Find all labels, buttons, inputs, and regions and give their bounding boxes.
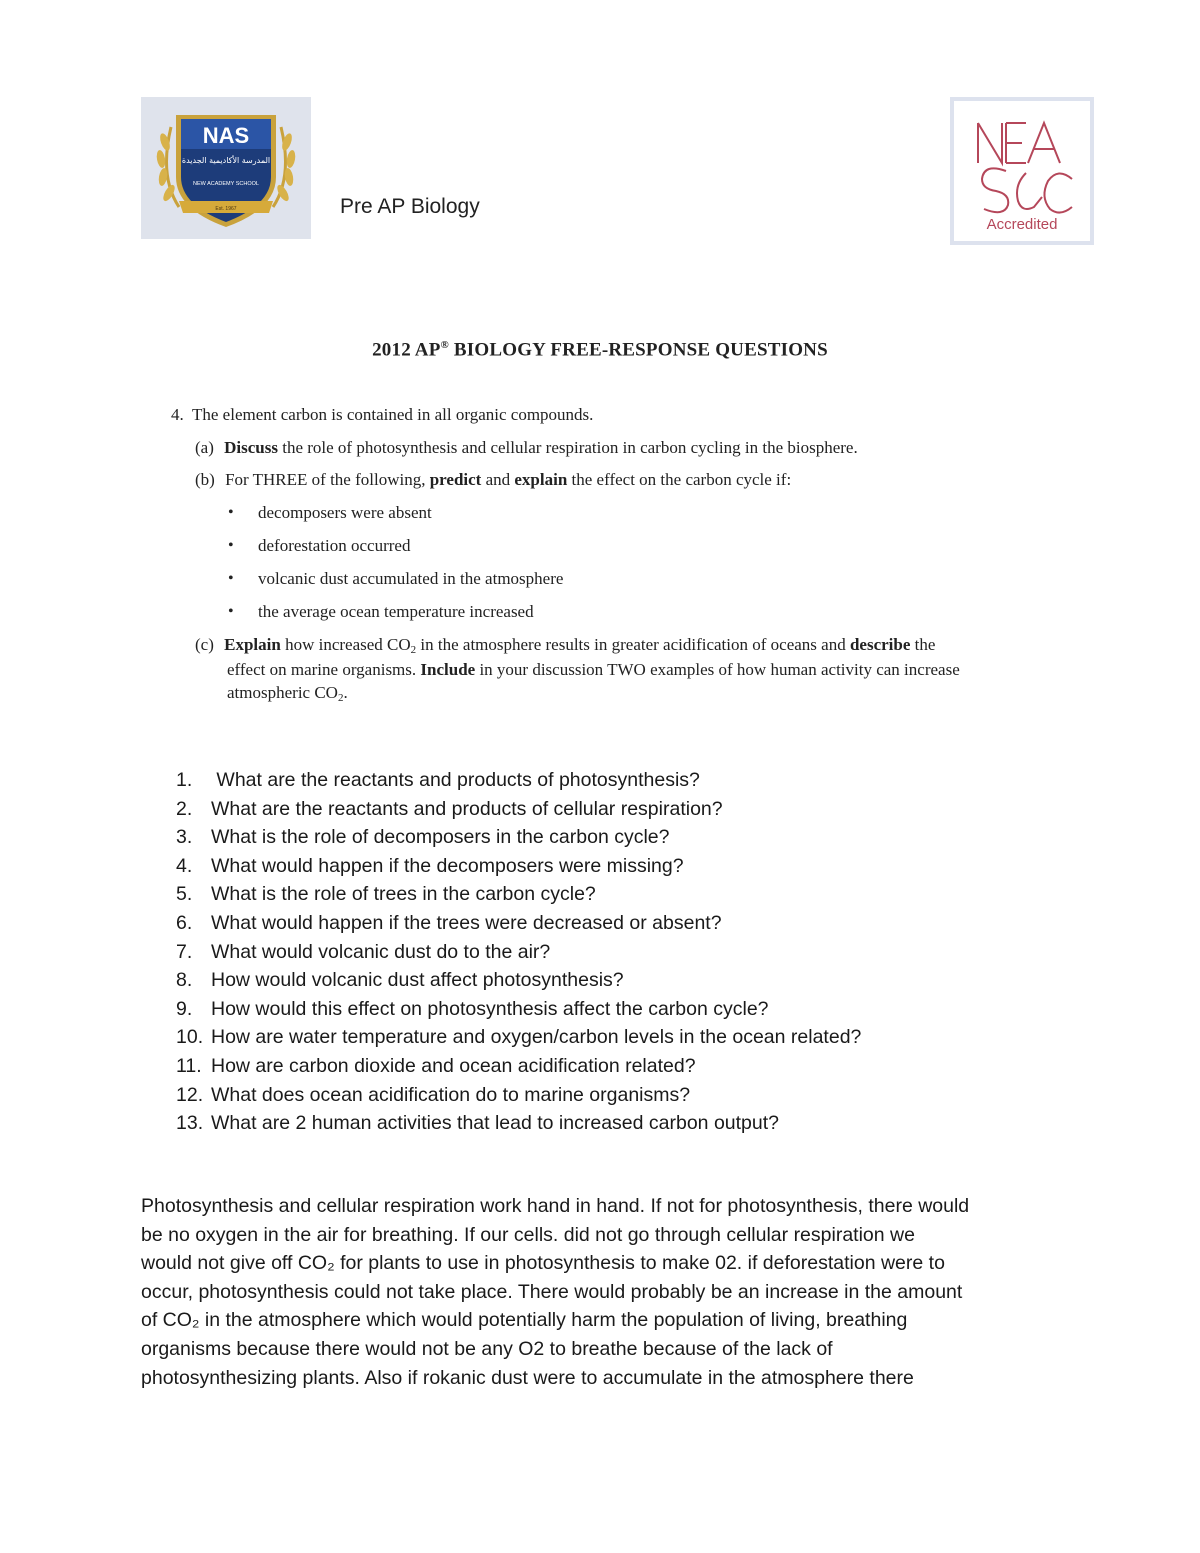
question-text: How are carbon dioxide and ocean acidification related? [211,1054,696,1077]
part-c-line2-text-1: effect on marine organisms. [227,660,421,679]
part-c-line3-text-1: atmospheric CO [227,683,338,702]
bullet-icon: • [228,504,234,521]
question-item [176,880,861,909]
answer-line: organisms because there would not be any O2 to breathe because of the lack of [141,1337,833,1360]
part-c-verb-3: Include [420,660,476,679]
question-text: What is the role of trees in the carbon cycle? [211,883,596,906]
answer-line: occur, photosynthesis could not take place. There would probably be an increase in the amount [141,1280,963,1303]
question-item [176,795,861,824]
question-item [176,966,861,995]
question-number: 6. [176,911,193,934]
student-answer-paragraph [141,1192,1071,1392]
question-text: What would volcanic dust do to the air? [211,940,551,963]
nas-shield-emblem [141,97,311,239]
part-c-verb-2: describe [849,635,911,654]
question-text: What is the role of decomposers in the carbon cycle? [211,826,670,849]
question-number: 12. [176,1083,204,1106]
part-c-text-1: how increased CO [280,635,411,654]
question-number: 13. [176,1112,204,1135]
part-b-label: (b) [195,470,215,489]
question-item [176,1052,861,1081]
part-b-text-1: For THREE of the following, [225,470,430,489]
part-b-text-3: the effect on the carbon cycle if: [567,470,792,489]
bullet-icon: • [228,603,234,620]
question-item [176,823,861,852]
part-b-bullet-text: deforestation occurred [258,536,411,555]
question-item [176,938,861,967]
question-text: What would happen if the decomposers were missing? [211,854,684,877]
bullet-icon: • [228,537,234,554]
title-suffix: BIOLOGY FREE-RESPONSE QUESTIONS [448,339,828,361]
neasc-accreditation-logo [950,97,1094,245]
question-number: 1. [176,769,193,791]
question-number: 9. [176,997,193,1020]
answer-line: be no oxygen in the air for breathing. If our cells. did not go through cellular respiration we [141,1223,915,1246]
part-c-text-3: the [910,635,936,654]
part-a-label: (a) [195,438,214,457]
answer-line: Photosynthesis and cellular respiration work hand in hand. If not for photosynthesis, there would [141,1195,970,1217]
question-text: What does ocean acidification do to marine organisms? [211,1083,691,1106]
part-b [195,469,791,491]
question-number: 4. [176,854,193,877]
subject-title: Pre AP Biology [340,195,480,218]
question-item [176,766,861,795]
nas-arabic-name: المدرسة الأكاديمية الجديدة [181,156,271,165]
guiding-questions-list [176,766,861,1138]
question-item [176,995,861,1024]
part-a [195,437,858,459]
question-text: What would happen if the trees were decreased or absent? [211,911,722,934]
question-item [176,1109,861,1138]
question-stem: The element carbon is contained in all organic compounds. [192,405,594,424]
question-text: What are 2 human activities that lead to increased carbon output? [211,1112,780,1135]
neasc-caption: Accredited [986,216,1058,233]
part-b-verb-2: explain [514,470,568,489]
question-text: What are the reactants and products of cellular respiration? [211,797,723,820]
part-b-bullet-text: the average ocean temperature increased [258,602,534,621]
part-c-line3-text-2: . [343,683,348,702]
nas-english-name: NEW ACADEMY SCHOOL [193,181,259,187]
nas-school-logo [141,97,311,239]
question-stem-line [171,404,593,426]
question-number: 8. [176,969,193,992]
free-response-title [0,339,1200,361]
bullet-icon: • [228,570,234,587]
question-number: 11. [176,1054,202,1077]
registered-mark: ® [440,339,449,351]
answer-line: photosynthesizing plants. Also if rokanic dust were to accumulate in the atmosphere there [141,1366,914,1389]
question-text: What are the reactants and products of photosynthesis? [211,769,700,791]
part-c-line-1 [195,634,935,661]
question-number: 4. [171,405,184,424]
part-c-label: (c) [195,635,214,654]
part-a-text: the role of photosynthesis and cellular respiration in carbon cycling in the biosphere. [277,438,858,457]
part-c-line-2 [227,659,960,681]
part-c-line-3 [227,682,348,709]
question-text: How would volcanic dust affect photosynthesis? [211,969,624,992]
part-c-line2-text-2: in your discussion TWO examples of how human activity can increase [475,660,960,679]
question-number: 10. [176,1026,204,1049]
question-number: 7. [176,940,193,963]
part-b-bullet-text: decomposers were absent [258,503,432,522]
title-prefix: 2012 AP [372,339,441,361]
question-item [176,1081,861,1110]
question-number: 2. [176,797,193,820]
part-c-text-2: in the atmosphere results in greater acidification of oceans and [416,635,850,654]
co2-subscript: 2 [337,692,344,704]
nas-letters: NAS [202,123,250,148]
question-item [176,852,861,881]
part-c-verb-1: Explain [224,635,281,654]
question-text: How would this effect on photosynthesis affect the carbon cycle? [211,997,769,1020]
question-number: 5. [176,883,193,906]
part-b-verb-1: predict [429,470,482,489]
question-text: How are water temperature and oxygen/carbon levels in the ocean related? [211,1026,862,1049]
part-a-verb: Discuss [224,438,278,457]
nas-established: Est. 1967 [215,206,237,212]
answer-line: of CO₂ in the atmosphere which would potentially harm the population of living, breathing [141,1309,908,1332]
part-b-text-2: and [481,470,515,489]
answer-line: would not give off CO₂ for plants to use in photosynthesis to make 02. if deforestation were to [141,1252,945,1275]
question-item [176,909,861,938]
neasc-emblem [954,101,1090,241]
question-item [176,1023,861,1052]
part-b-bullet-text: volcanic dust accumulated in the atmosphere [258,569,564,588]
question-number: 3. [176,826,193,849]
co2-subscript: 2 [410,644,417,656]
